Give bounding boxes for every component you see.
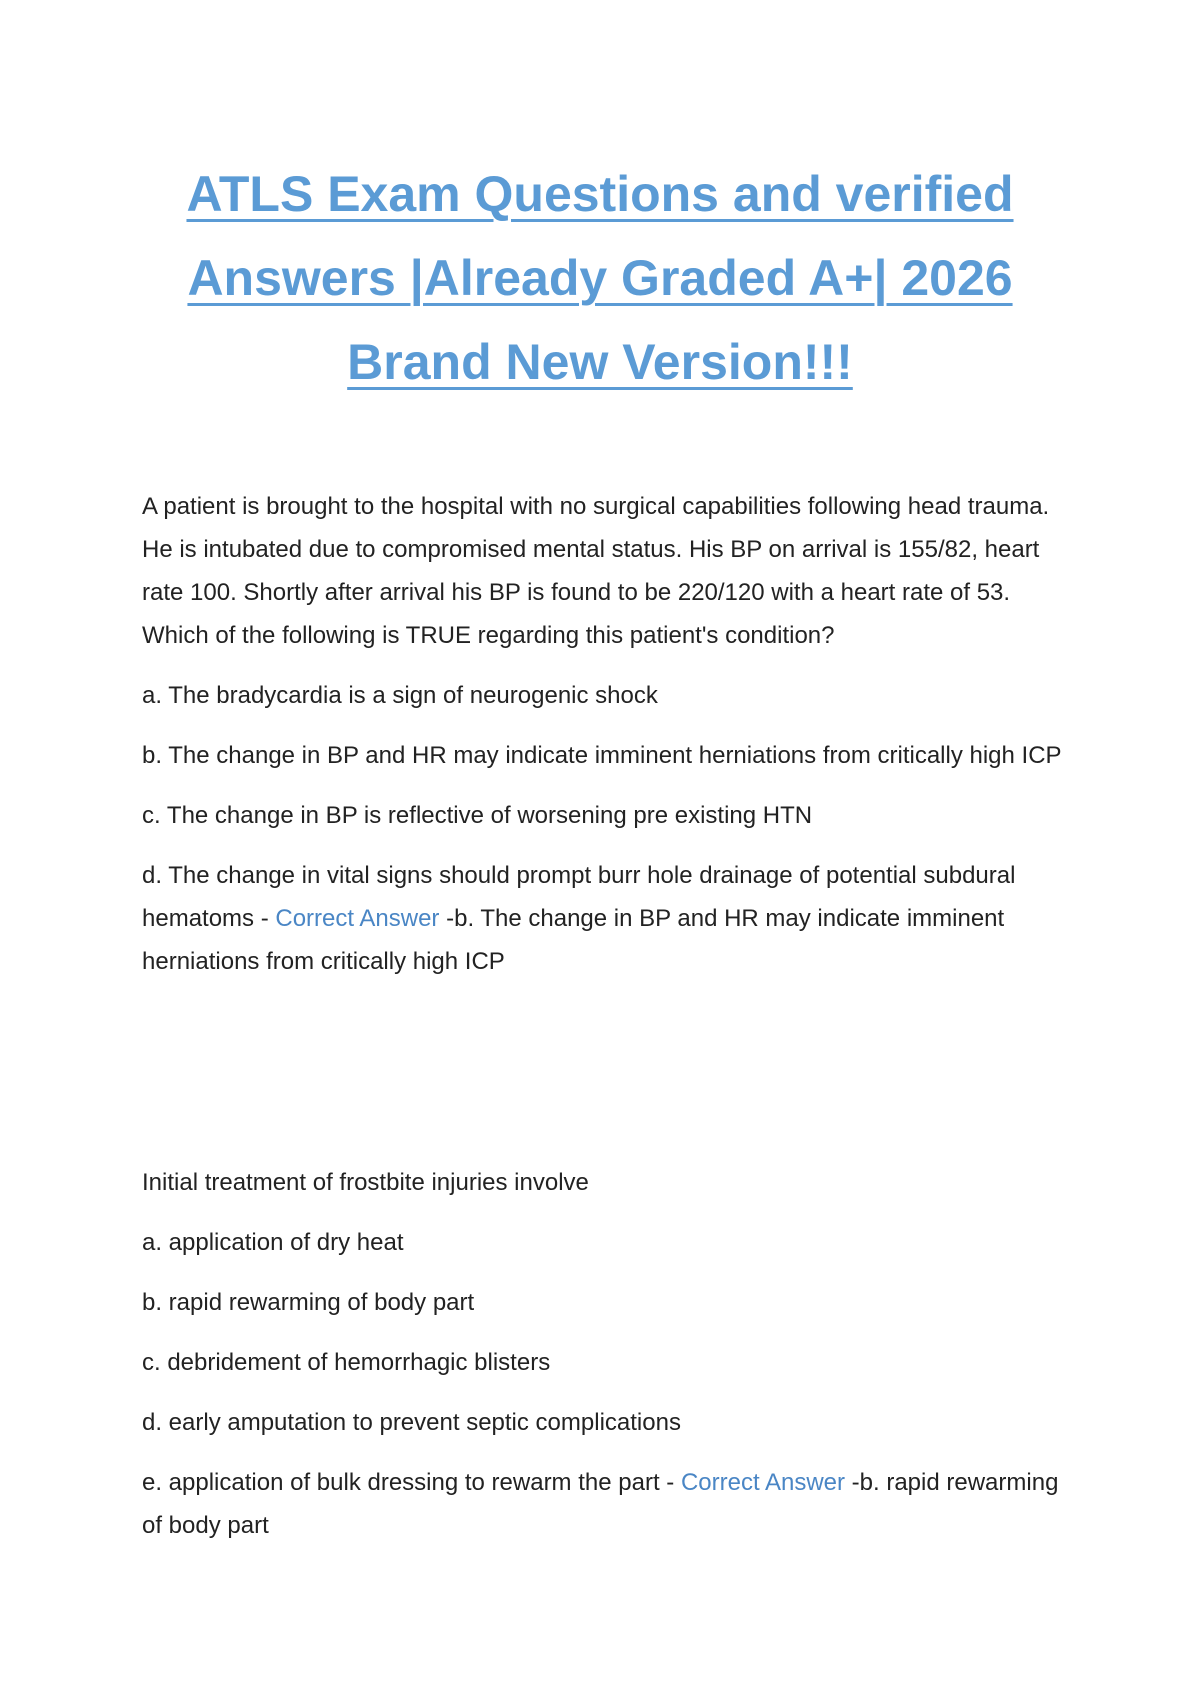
document-title [120,152,1080,404]
question-stem: Initial treatment of frostbite injuries involve [142,1169,589,1196]
correct-answer-text: -b. rapid rewarming of body part [142,1469,1059,1539]
option-e-with-answer [142,1461,1072,1547]
question-2 [142,1161,1072,1564]
question-stem: A patient is brought to the hospital with no surgical capabilities following head trauma. He is intubated due to compromised mental status. His BP on arrival is 155/82, heart rate 100. Shortly after arrival his BP is found to be 220/120 with a heart rate of 53. Which of the following is TRUE regarding this patient's condition? [142,493,1050,649]
option-b: b. rapid rewarming of body part [142,1289,475,1316]
question-1 [142,485,1072,1000]
option-d: d. early amputation to prevent septic complications [142,1409,681,1436]
title-line-3: Brand New Version!!! [347,334,853,390]
option-c: c. The change in BP is reflective of worsening pre existing HTN [142,802,813,829]
option-a: a. The bradycardia is a sign of neurogenic shock [142,682,658,709]
correct-answer-text: -b. The change in BP and HR may indicate imminent herniations from critically high ICP [142,905,1005,975]
title-line-1: ATLS Exam Questions and verified [186,166,1014,222]
option-c: c. debridement of hemorrhagic blisters [142,1349,551,1376]
option-e: e. application of bulk dressing to rewarm the part - [142,1469,681,1496]
option-d: d. The change in vital signs should prompt burr hole drainage of potential subdural hematoms - [142,862,1016,932]
correct-answer-label: Correct Answer [275,905,440,932]
option-a: a. application of dry heat [142,1229,404,1256]
option-b: b. The change in BP and HR may indicate imminent herniations from critically high ICP [142,742,1062,769]
correct-answer-label: Correct Answer [680,1469,845,1496]
title-line-2: Answers |Already Graded A+| 2026 [187,250,1013,306]
option-d-with-answer [142,854,1072,983]
